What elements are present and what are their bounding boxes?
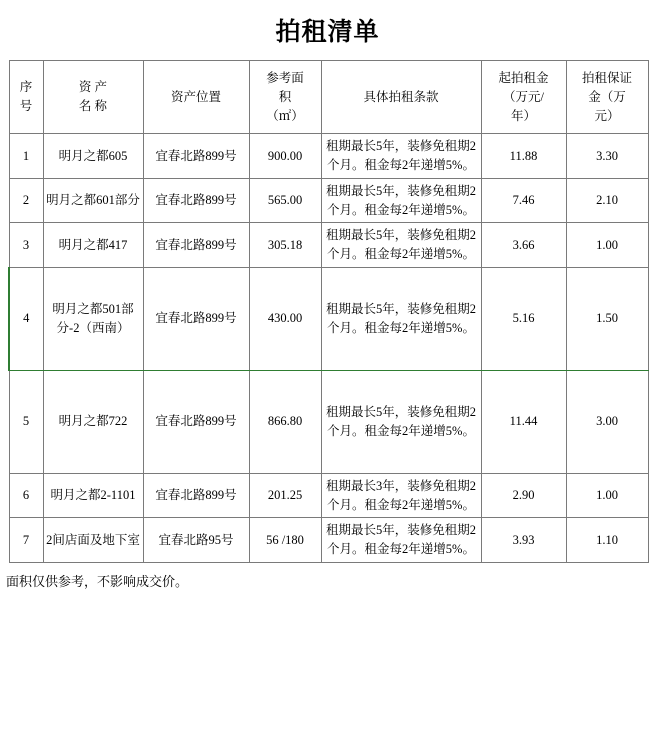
cell-asset-location: 宜春北路899号 — [143, 134, 249, 179]
cell-index: 3 — [9, 223, 43, 268]
cell-lease-terms: 租期最长5年，装修免租期2个月。租金每2年递增5%。 — [321, 370, 481, 473]
cell-starting-rent: 7.46 — [481, 178, 566, 223]
cell-asset-location: 宜春北路899号 — [143, 473, 249, 518]
table-header-row — [9, 61, 648, 134]
cell-asset-name: 明月之都601部分 — [43, 178, 143, 223]
cell-lease-terms: 租期最长5年，装修免租期2个月。租金每2年递增5%。 — [321, 223, 481, 268]
cell-deposit: 1.00 — [566, 473, 648, 518]
column-header-reference-area — [249, 61, 321, 134]
cell-starting-rent: 3.66 — [481, 223, 566, 268]
cell-asset-name: 明月之都2-1101 — [43, 473, 143, 518]
header-line: 起拍租金 — [498, 71, 549, 85]
cell-starting-rent: 3.93 — [481, 518, 566, 563]
header-line: 序 — [19, 80, 33, 95]
cell-deposit: 1.00 — [566, 223, 648, 268]
cell-deposit: 2.10 — [566, 178, 648, 223]
cell-index: 6 — [9, 473, 43, 518]
header-line: 参考面 — [266, 71, 304, 85]
header-line: 资 产 — [78, 80, 108, 95]
cell-asset-name: 明月之都605 — [43, 134, 143, 179]
cell-lease-terms: 租期最长5年，装修免租期2个月。租金每2年递增5%。 — [321, 134, 481, 179]
table-row — [9, 134, 648, 179]
cell-starting-rent: 5.16 — [481, 267, 566, 370]
header-line: 年） — [510, 108, 536, 123]
header-line: 名 称 — [78, 99, 108, 114]
table-row — [9, 223, 648, 268]
cell-reference-area: 900.00 — [249, 134, 321, 179]
cell-lease-terms: 租期最长5年，装修免租期2个月。租金每2年递增5%。 — [321, 178, 481, 223]
table-row — [9, 178, 648, 223]
table-row — [9, 518, 648, 563]
table-row — [9, 473, 648, 518]
header-line: 号 — [19, 99, 33, 114]
cell-asset-location: 宜春北路899号 — [143, 178, 249, 223]
page-title: 拍租清单 — [275, 18, 380, 46]
cell-asset-location: 宜春北路95号 — [143, 518, 249, 563]
header-line: 拍租保证 — [581, 71, 632, 85]
cell-index: 4 — [9, 267, 43, 370]
column-header-index — [9, 61, 43, 134]
cell-reference-area: 430.00 — [249, 267, 321, 370]
cell-deposit: 1.10 — [566, 518, 648, 563]
cell-index: 1 — [9, 134, 43, 179]
cell-lease-terms: 租期最长3年，装修免租期2个月。租金每2年递增5%。 — [321, 473, 481, 518]
header-line: 积 — [278, 89, 292, 104]
table-header — [9, 61, 648, 134]
cell-index: 7 — [9, 518, 43, 563]
cell-deposit: 3.00 — [566, 370, 648, 473]
cell-asset-name: 2间店面及地下室 — [43, 518, 143, 563]
footnote: 面积仅供参考，不影响成交价。 — [6, 573, 189, 589]
cell-asset-name: 明月之都501部分-2（西南） — [43, 267, 143, 370]
column-header-lease-terms — [321, 61, 481, 134]
cell-starting-rent: 11.88 — [481, 134, 566, 179]
cell-asset-location: 宜春北路899号 — [143, 223, 249, 268]
cell-index: 5 — [9, 370, 43, 473]
cell-index: 2 — [9, 178, 43, 223]
header-line: （万元/ — [503, 89, 544, 104]
cell-reference-area: 866.80 — [249, 370, 321, 473]
header-line: （㎡） — [266, 108, 304, 123]
cell-reference-area: 305.18 — [249, 223, 321, 268]
cell-reference-area: 201.25 — [249, 473, 321, 518]
cell-deposit: 1.50 — [566, 267, 648, 370]
cell-reference-area: 56 /180 — [249, 518, 321, 563]
cell-asset-name: 明月之都417 — [43, 223, 143, 268]
cell-lease-terms: 租期最长5年，装修免租期2个月。租金每2年递增5%。 — [321, 518, 481, 563]
header-line: 具体拍租条款 — [363, 89, 439, 104]
header-line: 元） — [594, 108, 620, 123]
cell-reference-area: 565.00 — [249, 178, 321, 223]
cell-starting-rent: 2.90 — [481, 473, 566, 518]
asset-lease-table — [8, 60, 649, 563]
table-row — [9, 370, 648, 473]
cell-asset-location: 宜春北路899号 — [143, 370, 249, 473]
cell-lease-terms: 租期最长5年，装修免租期2个月。租金每2年递增5%。 — [321, 267, 481, 370]
column-header-asset-location — [143, 61, 249, 134]
table-row-highlighted — [9, 267, 648, 370]
cell-asset-name: 明月之都722 — [43, 370, 143, 473]
header-line: 资产位置 — [170, 89, 221, 104]
column-header-asset-name — [43, 61, 143, 134]
column-header-deposit — [566, 61, 648, 134]
cell-deposit: 3.30 — [566, 134, 648, 179]
header-line: 金（万 — [588, 89, 626, 104]
cell-starting-rent: 11.44 — [481, 370, 566, 473]
table-body — [9, 134, 648, 563]
cell-asset-location: 宜春北路899号 — [143, 267, 249, 370]
column-header-starting-rent — [481, 61, 566, 134]
